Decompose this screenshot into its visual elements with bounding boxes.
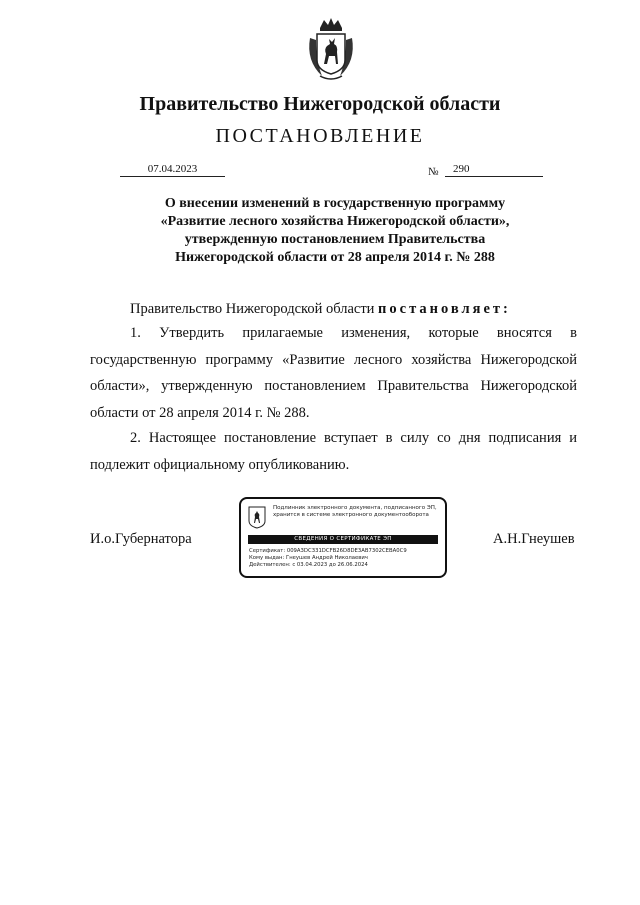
document-date: 07.04.2023: [120, 163, 225, 177]
certificate-validity: Действителен: с 03.04.2023 до 26.06.2024: [249, 562, 368, 568]
certificate-id: Сертификат: 009A3DC331DCFB26D8DE3AB7302CEBA0C9: [249, 548, 407, 554]
coat-of-arms-icon: [248, 505, 266, 529]
stamp-header-line: Подлинник электронного документа, подписанного ЭП,: [273, 505, 437, 511]
stamp-header: [273, 505, 443, 519]
subject-line: Нижегородской области от 28 апреля 2014 г. № 288: [175, 250, 495, 265]
document-type: ПОСТАНОВЛЕНИЕ: [215, 125, 425, 147]
electronic-signature-stamp: [239, 497, 447, 578]
government-title: Правительство Нижегородской области: [139, 93, 501, 115]
subject-line: утвержденную постановлением Правительства: [184, 232, 486, 247]
certificate-bar: СВЕДЕНИЯ О СЕРТИФИКАТЕ ЭП: [248, 535, 438, 544]
coat-of-arms-icon: [302, 16, 360, 82]
subject-line: «Развитие лесного хозяйства Нижегородской области»,: [160, 214, 510, 229]
resolution-item-2: 2. Настоящее постановление вступает в силу со дня подписания и подлежит официальному опубликованию.: [90, 430, 577, 473]
number-sign: №: [428, 166, 439, 178]
document-subject: [90, 195, 580, 267]
stamp-header-line: хранится в системе электронного документооборота: [273, 512, 429, 518]
signer-position: И.о.Губернатора: [90, 531, 192, 547]
subject-line: О внесении изменений в государственную программу: [164, 196, 506, 211]
intro-text: Правительство Нижегородской области: [130, 301, 379, 317]
signer-name: А.Н.Гнеушев: [493, 531, 575, 547]
certificate-owner: Кому выдан: Гнеушев Андрей Николаевич: [249, 555, 368, 561]
document-number: 290: [445, 163, 543, 177]
intro-bold: постановляет:: [378, 301, 511, 317]
resolution-item-1: 1. Утвердить прилагаемые изменения, которые вносятся в государственную программу «Развитие лесного хозяйства Нижегородской области», утвержденную постановлением Правительства Нижегородской области от 28 апреля 2014 г. № 288.: [90, 325, 577, 421]
resolution-intro: [90, 296, 577, 323]
